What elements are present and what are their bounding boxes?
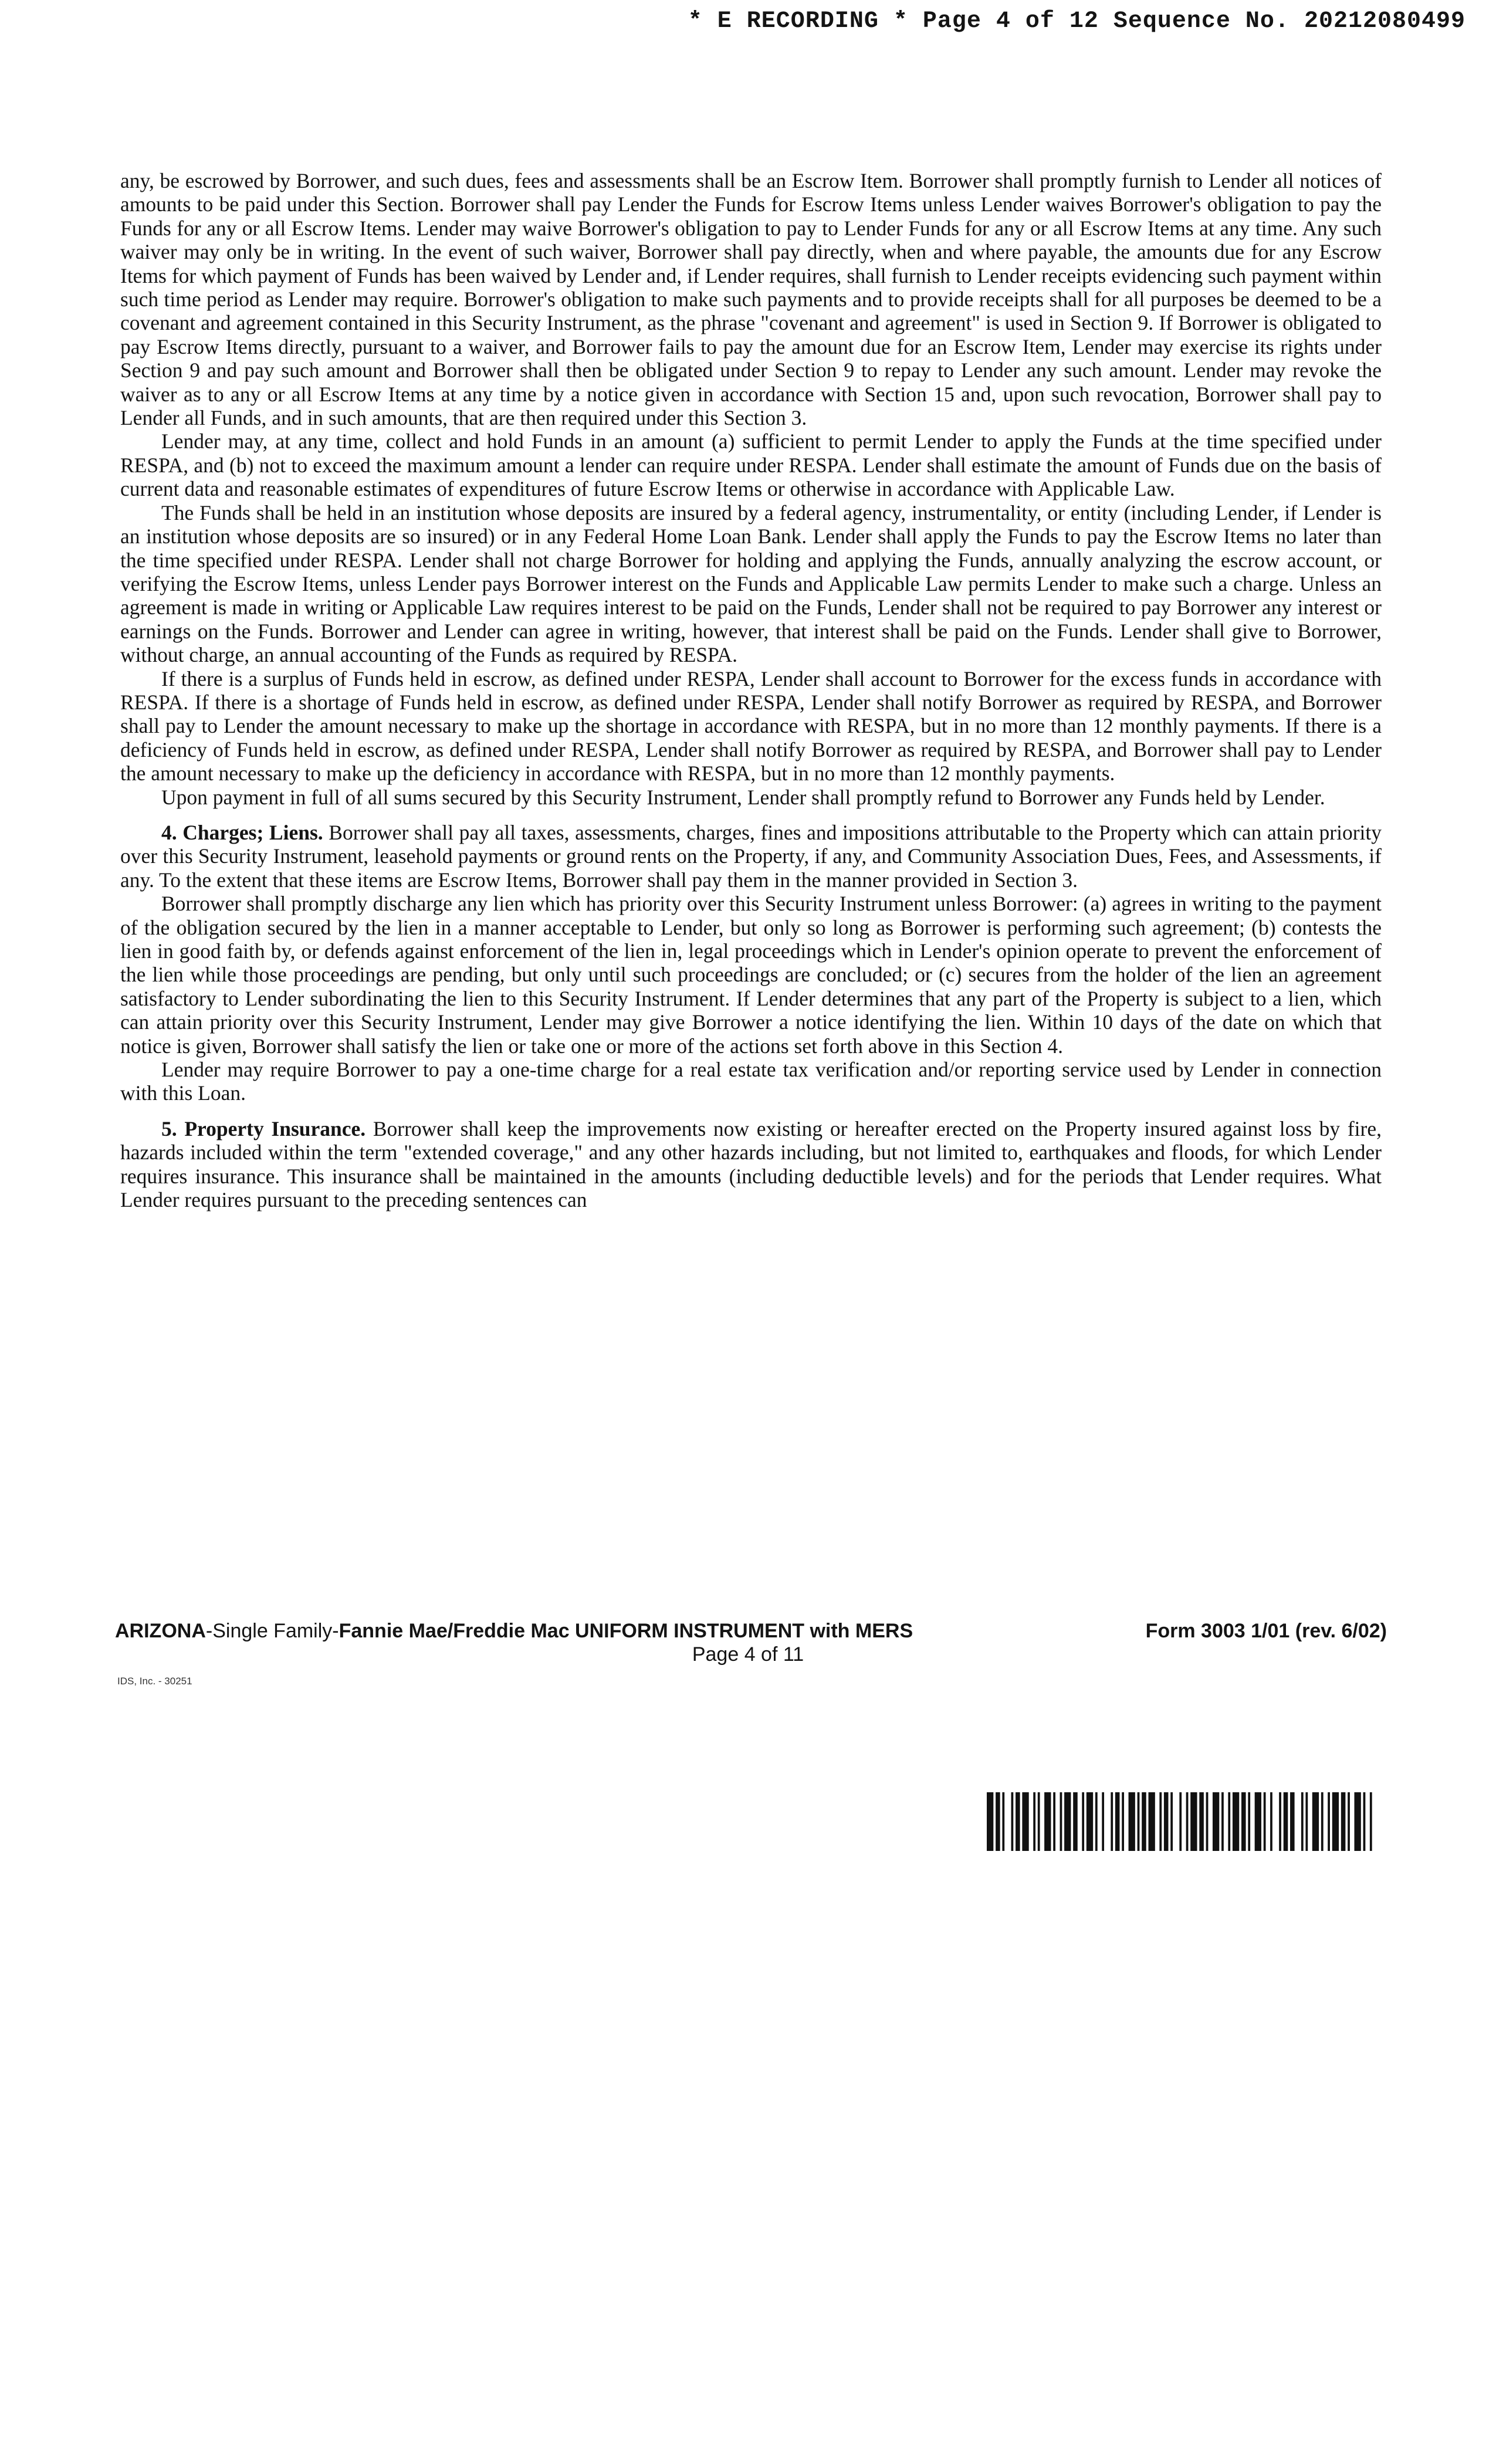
- recording-header: * E RECORDING * Page 4 of 12 Sequence No. 20212080499: [688, 8, 1465, 35]
- barcode-bar: [1038, 1792, 1040, 1851]
- footer-family: -Single Family-: [205, 1620, 339, 1642]
- barcode-bar: [987, 1792, 993, 1851]
- barcode-bar: [1341, 1792, 1346, 1851]
- barcode-bar: [1321, 1792, 1324, 1851]
- barcode-bar: [1159, 1792, 1162, 1851]
- barcode-bar: [1033, 1792, 1035, 1851]
- barcode-bar: [1129, 1792, 1135, 1851]
- section4-paragraph-3: Lender may require Borrower to pay a one-time charge for a real estate tax verification and/or reporting service used by Lender in connection with this Loan.: [120, 1058, 1382, 1105]
- section3-refund-paragraph: Upon payment in full of all sums secured by this Security Instrument, Lender shall promptly refund to Borrower any Funds held by Lender.: [161, 785, 1325, 809]
- barcode-bar: [1206, 1792, 1209, 1851]
- barcode-bar: [1199, 1792, 1204, 1851]
- barcode-bar: [1190, 1792, 1197, 1851]
- barcode-bar: [1170, 1792, 1173, 1851]
- footer-state: ARIZONA: [115, 1620, 206, 1642]
- barcode-bar: [1095, 1792, 1098, 1851]
- section5-property-insurance: [120, 1117, 1382, 1212]
- section5-heading: 5. Property Insurance.: [161, 1116, 366, 1140]
- barcode-bar: [996, 1792, 1000, 1851]
- footer-vendor-code: IDS, Inc. - 30251: [117, 1676, 192, 1687]
- barcode-bar: [1279, 1792, 1281, 1851]
- document-body: [120, 169, 1382, 1211]
- section3-funds-collection-paragraph: Lender may, at any time, collect and hold Funds in an amount (a) sufficient to permit Lender to apply the Funds at the time specified under RESPA, and (b) not to exceed the maximum amount a lender can require under RESPA. Lender shall estimate the amount of Funds due on the basis of current data and reasonable estimates of expenditures of future Escrow Items or otherwise in accordance with Applicable Law.: [120, 429, 1382, 501]
- barcode-bar: [1363, 1792, 1366, 1851]
- footer-form-id: Form 3003 1/01 (rev. 6/02): [1145, 1620, 1387, 1642]
- barcode-bar: [1142, 1792, 1146, 1851]
- barcode-bar: [1186, 1792, 1189, 1851]
- barcode-bar: [1138, 1792, 1140, 1851]
- barcode-bar: [1164, 1792, 1169, 1851]
- barcode-bar: [1221, 1792, 1224, 1851]
- barcode-bar: [1002, 1792, 1004, 1851]
- barcode-bar: [1228, 1792, 1230, 1851]
- barcode-bar: [1328, 1792, 1330, 1851]
- barcode-bar: [1354, 1792, 1360, 1851]
- barcode-bar: [1060, 1792, 1062, 1851]
- barcode-bar: [1270, 1792, 1272, 1851]
- section3-continuation-paragraph: any, be escrowed by Borrower, and such dues, fees and assessments shall be an Escrow Item. Borrower shall promptly furnish to Lender all notices of amounts to be paid under this Section. Borrower shall pay Lender the Funds for Escrow Items unless Lender waives Borrower's obligation to pay the Funds for any or all Escrow Items. Lender may waive Borrower's obligation to pay to Lender Funds for any or all Escrow Items at any time. Any such waiver may only be in writing. In the event of such waiver, Borrower shall pay directly, when and where payable, the amounts due for any Escrow Items for which payment of Funds has been waived by Lender and, if Lender requires, shall furnish to Lender receipts evidencing such payment within such time period as Lender may require. Borrower's obligation to make such payments and to provide receipts shall for all purposes be deemed to be a covenant and agreement contained in this Security Instrument, as the phrase "covenant and agreement" is used in Section 9. If Borrower is obligated to pay Escrow Items directly, pursuant to a waiver, and Borrower fails to pay the amount due for an Escrow Item, Lender may exercise its rights under Section 9 and pay such amount and Borrower shall then be obligated under Section 9 to repay to Lender any such amount. Lender may revoke the waiver as to any or all Escrow Items at any time by a notice given in accordance with Section 15 and, upon such revocation, Borrower shall pay to Lender all Funds, and in such amounts, that are then required under this Section 3.: [120, 169, 1382, 430]
- barcode-bar: [1264, 1792, 1266, 1851]
- barcode-bar: [1115, 1792, 1120, 1851]
- section3-surplus-shortage-paragraph: If there is a surplus of Funds held in escrow, as defined under RESPA, Lender shall account to Borrower for the excess funds in accordance with RESPA. If there is a shortage of Funds held in escrow, as defined under RESPA, Lender shall notify Borrower as required by RESPA, and Borrower shall pay to Lender the amount necessary to make up the shortage in accordance with RESPA, but in no more than 12 monthly payments. If there is a deficiency of Funds held in escrow, as defined under RESPA, Lender shall notify Borrower as required by RESPA, and Borrower shall pay to Lender the amount necessary to make up the deficiency in accordance with RESPA, but in no more than 12 monthly payments.: [120, 666, 1382, 786]
- barcode-bar: [1332, 1792, 1339, 1851]
- barcode-bar: [1122, 1792, 1124, 1851]
- barcode-bar: [1284, 1792, 1288, 1851]
- barcode-bar: [1064, 1792, 1071, 1851]
- barcode-bar: [1016, 1792, 1020, 1851]
- section4-paragraph-1: Borrower shall pay all taxes, assessments, charges, fines and impositions attributable to the Property which can attain priority over this Security Instrument, leasehold payments or ground rents on the Property, if any, and Community Association Dues, Fees, and Assessments, if any. To the extent that these items are Escrow Items, Borrower shall pay them in the manner provided in Section 3.: [120, 820, 1382, 892]
- form-footer: [115, 1619, 1387, 1643]
- barcode-bar: [1082, 1792, 1084, 1851]
- footer-instrument: Fannie Mae/Freddie Mac UNIFORM INSTRUMENT with MERS: [339, 1620, 913, 1642]
- section5-paragraph-1: Borrower shall keep the improvements now existing or hereafter erected on the Property insured against loss by fire, hazards included within the term "extended coverage," and any other hazards including, but not limited to, earthquakes and floods, for which Lender requires insurance. This insurance shall be maintained in the amounts (including deductible levels) and for the periods that Lender requires. What Lender requires pursuant to the preceding sentences can: [120, 1116, 1382, 1212]
- section4-charges-liens: [120, 821, 1382, 892]
- barcode-bar: [1022, 1792, 1028, 1851]
- barcode-bar: [1241, 1792, 1246, 1851]
- barcode-bar: [1044, 1792, 1051, 1851]
- barcode: [987, 1792, 1379, 1851]
- barcode-bar: [1348, 1792, 1350, 1851]
- barcode-bar: [1149, 1792, 1155, 1851]
- barcode-bar: [1111, 1792, 1113, 1851]
- section3-funds-holding-paragraph: The Funds shall be held in an institution whose deposits are insured by a federal agency, instrumentality, or entity (including Lender, if Lender is an institution whose deposits are so insured) or in any Federal Home Loan Bank. Lender shall apply the Funds to pay the Escrow Items no later than the time specified under RESPA. Lender shall not charge Borrower for holding and applying the Funds, annually analyzing the escrow account, or verifying the Escrow Items, unless Lender pays Borrower interest on the Funds and Applicable Law permits Lender to make such a charge. Unless an agreement is made in writing or Applicable Law requires interest to be paid on the Funds, Lender shall not be required to pay Borrower any interest or earnings on the Funds. Borrower and Lender can agree in writing, however, that interest shall be paid on the Funds. Lender shall give to Borrower, without charge, an annual accounting of the Funds as required by RESPA.: [120, 500, 1382, 667]
- barcode-bar: [1213, 1792, 1219, 1851]
- barcode-bar: [1011, 1792, 1014, 1851]
- barcode-bar: [1248, 1792, 1250, 1851]
- barcode-bar: [1312, 1792, 1319, 1851]
- barcode-bar: [1301, 1792, 1304, 1851]
- barcode-bar: [1087, 1792, 1093, 1851]
- barcode-bar: [1102, 1792, 1104, 1851]
- barcode-bar: [1073, 1792, 1078, 1851]
- barcode-bar: [1255, 1792, 1261, 1851]
- section4-heading: 4. Charges; Liens.: [161, 820, 323, 844]
- section4-paragraph-2: Borrower shall promptly discharge any lien which has priority over this Security Instrument unless Borrower: (a) agrees in writing to the payment of the obligation secured by the lien in a manner acceptable to Lender, but only so long as Borrower is performing such agreement; (b) contests the lien in good faith by, or defends against enforcement of the lien in, legal proceedings which in Lender's opinion operate to prevent the enforcement of the lien while those proceedings are pending, but only until such proceedings are concluded; or (c) secures from the holder of the lien an agreement satisfactory to Lender subordinating the lien to this Security Instrument. If Lender determines that any part of the Property is subject to a lien, which can attain priority over this Security Instrument, Lender may give Borrower a notice identifying the lien. Within 10 days of the date on which that notice is given, Borrower shall satisfy the lien or take one or more of the actions set forth above in this Section 4.: [120, 892, 1382, 1058]
- barcode-bar: [1290, 1792, 1295, 1851]
- barcode-bar: [1370, 1792, 1372, 1851]
- barcode-bar: [1053, 1792, 1055, 1851]
- barcode-bar: [1179, 1792, 1182, 1851]
- barcode-bar: [1233, 1792, 1239, 1851]
- footer-page-number: Page 4 of 11: [692, 1643, 804, 1666]
- barcode-bar: [1305, 1792, 1308, 1851]
